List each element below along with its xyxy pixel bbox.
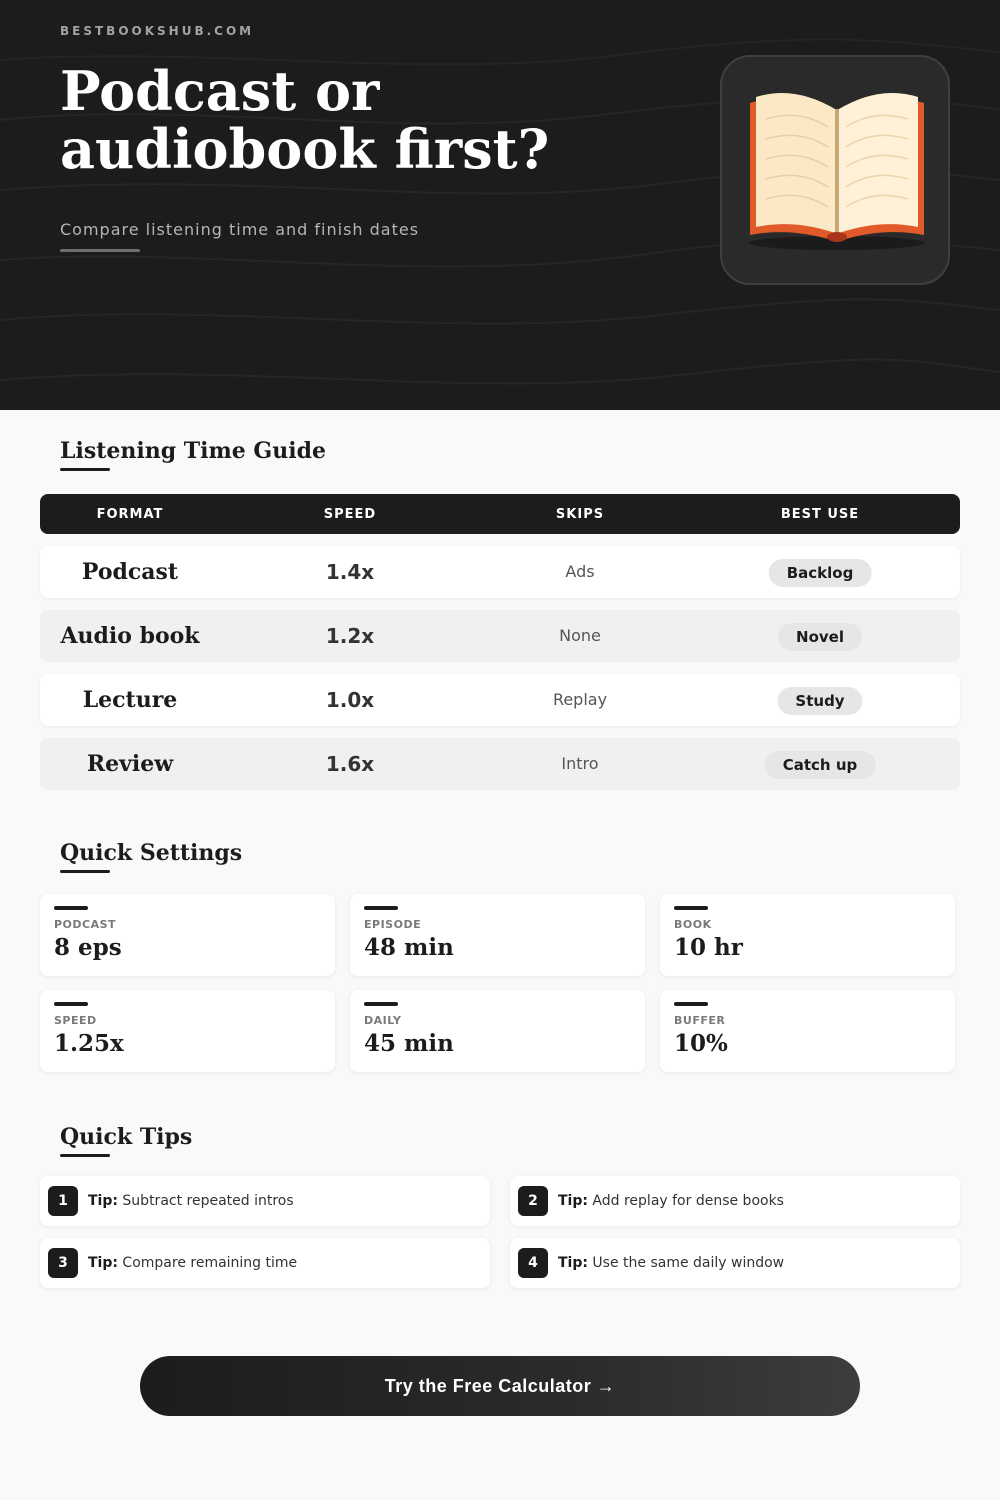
try-calculator-button[interactable]: Try the Free Calculator → bbox=[140, 1356, 860, 1416]
setting-value: 48 min bbox=[364, 934, 454, 961]
page-title-line-1: Podcast or bbox=[60, 59, 380, 123]
tip-body: Add replay for dense books bbox=[592, 1193, 784, 1209]
setting-card-episode bbox=[350, 894, 645, 976]
open-book-icon bbox=[722, 57, 952, 287]
guide-title: Listening Time Guide bbox=[60, 438, 326, 464]
best-use-cell bbox=[765, 738, 876, 790]
tips-title: Quick Tips bbox=[60, 1124, 193, 1150]
tip-number-badge: 2 bbox=[518, 1186, 548, 1216]
card-accent bbox=[364, 906, 398, 910]
skips-cell: Intro bbox=[561, 754, 599, 773]
site-name: BESTBOOKSHUB.COM bbox=[60, 24, 255, 38]
tip-body: Use the same daily window bbox=[592, 1255, 785, 1271]
setting-label: EPISODE bbox=[364, 918, 422, 931]
tip-text bbox=[88, 1176, 294, 1226]
speed-cell: 1.0x bbox=[325, 688, 375, 712]
speed-cell: 1.6x bbox=[325, 752, 375, 776]
guide-title-underline bbox=[60, 468, 110, 471]
col-format: FORMAT bbox=[96, 507, 164, 522]
setting-card-daily bbox=[350, 990, 645, 1072]
format-cell: Audio book bbox=[60, 623, 200, 649]
card-accent bbox=[54, 906, 88, 910]
setting-value: 45 min bbox=[364, 1030, 454, 1057]
setting-card-buffer bbox=[660, 990, 955, 1072]
tip-card-3 bbox=[40, 1238, 490, 1288]
best-use-cell bbox=[778, 610, 862, 662]
setting-card-speed bbox=[40, 990, 335, 1072]
setting-card-book bbox=[660, 894, 955, 976]
tips-title-underline bbox=[60, 1154, 110, 1157]
tip-text bbox=[88, 1238, 297, 1288]
col-speed: SPEED bbox=[323, 507, 377, 522]
skips-cell: Ads bbox=[565, 562, 595, 581]
speed-cell: 1.4x bbox=[325, 560, 375, 584]
setting-label: SPEED bbox=[54, 1014, 97, 1027]
card-accent bbox=[54, 1002, 88, 1006]
guide-table-header bbox=[40, 494, 960, 534]
tip-prefix: Tip: bbox=[558, 1255, 588, 1271]
setting-value: 8 eps bbox=[54, 934, 122, 961]
card-accent bbox=[674, 906, 708, 910]
tip-text bbox=[558, 1238, 784, 1288]
setting-value: 10% bbox=[674, 1030, 728, 1057]
format-cell: Lecture bbox=[82, 687, 178, 713]
card-accent bbox=[364, 1002, 398, 1006]
subtitle-underline bbox=[60, 249, 140, 252]
best-use-cell bbox=[777, 674, 862, 726]
col-skips: SKIPS bbox=[555, 507, 605, 522]
skips-cell: Replay bbox=[552, 690, 608, 709]
tip-number-badge: 1 bbox=[48, 1186, 78, 1216]
tip-card-2 bbox=[510, 1176, 960, 1226]
setting-label: DAILY bbox=[364, 1014, 402, 1027]
best-use-cell bbox=[769, 546, 872, 598]
tip-prefix: Tip: bbox=[88, 1255, 118, 1271]
tip-card-1 bbox=[40, 1176, 490, 1226]
page-subtitle: Compare listening time and finish dates bbox=[60, 220, 420, 239]
settings-title: Quick Settings bbox=[60, 840, 243, 866]
tip-number-badge: 4 bbox=[518, 1248, 548, 1278]
tip-body: Subtract repeated intros bbox=[122, 1193, 294, 1209]
tip-number-badge: 3 bbox=[48, 1248, 78, 1278]
hero-banner bbox=[0, 0, 1000, 410]
setting-label: BUFFER bbox=[674, 1014, 726, 1027]
tip-prefix: Tip: bbox=[558, 1193, 588, 1209]
best-use-badge: Study bbox=[777, 687, 862, 715]
tip-prefix: Tip: bbox=[88, 1193, 118, 1209]
tip-text bbox=[558, 1176, 784, 1226]
card-accent bbox=[674, 1002, 708, 1006]
col-best-use: BEST USE bbox=[780, 507, 860, 522]
best-use-badge: Novel bbox=[778, 623, 862, 651]
tip-body: Compare remaining time bbox=[122, 1255, 298, 1271]
table-row bbox=[40, 546, 960, 598]
skips-cell: None bbox=[559, 626, 601, 645]
settings-title-underline bbox=[60, 870, 110, 873]
setting-label: PODCAST bbox=[54, 918, 117, 931]
setting-label: BOOK bbox=[674, 918, 712, 931]
table-row bbox=[40, 674, 960, 726]
page-title-line-2: audiobook first? bbox=[60, 117, 550, 181]
page-title bbox=[60, 59, 660, 181]
best-use-badge: Backlog bbox=[769, 559, 872, 587]
speed-cell: 1.2x bbox=[325, 624, 375, 648]
tip-card-4 bbox=[510, 1238, 960, 1288]
hero-icon-tile bbox=[720, 55, 950, 285]
setting-value: 10 hr bbox=[674, 934, 743, 961]
table-row bbox=[40, 610, 960, 662]
table-row bbox=[40, 738, 960, 790]
setting-card-podcast bbox=[40, 894, 335, 976]
format-cell: Podcast bbox=[81, 559, 179, 585]
format-cell: Review bbox=[86, 751, 174, 777]
best-use-badge: Catch up bbox=[765, 751, 876, 779]
setting-value: 1.25x bbox=[54, 1030, 124, 1057]
